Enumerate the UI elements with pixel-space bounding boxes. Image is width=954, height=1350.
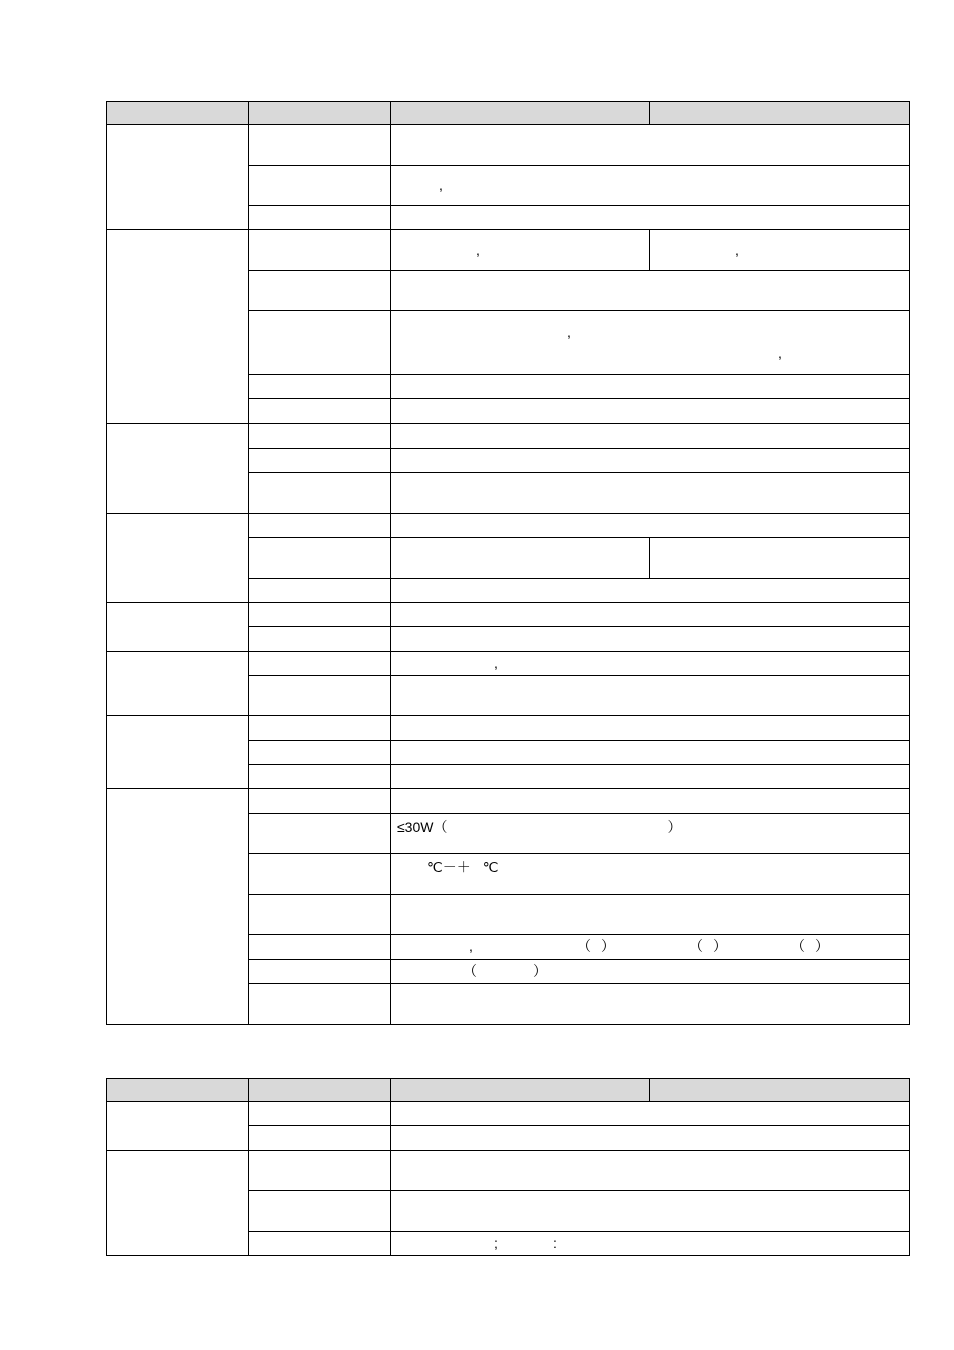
- value-cell: [391, 627, 910, 652]
- table-row: [107, 424, 910, 449]
- label-cell: [249, 449, 391, 473]
- category-cell: [107, 1102, 249, 1151]
- value-text: ）: [815, 938, 829, 954]
- header-cell: [391, 1079, 650, 1102]
- label-cell: [249, 960, 391, 984]
- label-cell: [249, 1102, 391, 1126]
- value-text: （: [689, 938, 703, 954]
- value-cell: [391, 741, 910, 765]
- label-cell: [249, 854, 391, 895]
- value-cell: [391, 473, 910, 514]
- category-cell: [107, 230, 249, 424]
- value-text: ,: [439, 177, 443, 193]
- value-cell: [391, 1191, 910, 1232]
- value-cell: [391, 1102, 910, 1126]
- value-cell: [391, 652, 910, 676]
- value-cell: [650, 230, 910, 271]
- category-cell: [107, 652, 249, 716]
- value-cell: [391, 854, 910, 895]
- label-cell: [249, 789, 391, 814]
- table-row: [107, 716, 910, 741]
- value-cell: [391, 1151, 910, 1191]
- value-text: ）: [533, 963, 547, 979]
- value-cell: [391, 960, 910, 984]
- value-cell: [391, 514, 910, 538]
- category-cell: [107, 125, 249, 230]
- value-cell: [391, 716, 910, 741]
- value-cell: [391, 206, 910, 230]
- value-text: ,: [567, 323, 571, 340]
- label-cell: [249, 627, 391, 652]
- label-cell: [249, 271, 391, 311]
- label-cell: [249, 579, 391, 603]
- table-row: [107, 514, 910, 538]
- table-row: [107, 603, 910, 627]
- power-value: ≤30W（: [397, 819, 448, 835]
- label-cell: [249, 603, 391, 627]
- value-text: ）: [713, 938, 727, 954]
- header-cell: [650, 102, 910, 125]
- header-cell: [249, 102, 391, 125]
- label-cell: [249, 765, 391, 789]
- spec-table-1: [106, 101, 910, 1025]
- category-cell: [107, 514, 249, 603]
- value-cell: [391, 311, 910, 375]
- header-cell: [249, 1079, 391, 1102]
- value-cell: [391, 166, 910, 206]
- label-cell: [249, 311, 391, 375]
- label-cell: [249, 1126, 391, 1151]
- value-cell: [391, 984, 910, 1025]
- value-cell: [391, 125, 910, 166]
- label-cell: [249, 125, 391, 166]
- table-row: [107, 230, 910, 271]
- label-cell: [249, 741, 391, 765]
- label-cell: [249, 676, 391, 716]
- value-cell: [391, 230, 650, 271]
- label-cell: [249, 375, 391, 399]
- table-row: [107, 1102, 910, 1126]
- value-cell: [391, 1126, 910, 1151]
- value-text: ,: [494, 655, 498, 671]
- header-cell: [107, 102, 249, 125]
- value-text: ,: [469, 938, 473, 954]
- header-cell: [650, 1079, 910, 1102]
- header-cell: [107, 1079, 249, 1102]
- value-cell: [391, 399, 910, 424]
- label-cell: [249, 984, 391, 1025]
- label-cell: [249, 399, 391, 424]
- label-cell: [249, 935, 391, 960]
- label-cell: [249, 1151, 391, 1191]
- value-cell: [391, 935, 910, 960]
- value-cell: [391, 271, 910, 311]
- table-header-row: [107, 102, 910, 125]
- value-cell: [391, 1232, 910, 1256]
- label-cell: [249, 814, 391, 854]
- value-text: :: [553, 1235, 557, 1251]
- value-cell: [391, 449, 910, 473]
- value-cell: [391, 579, 910, 603]
- header-cell: [391, 102, 650, 125]
- category-cell: [107, 603, 249, 652]
- value-cell: [391, 765, 910, 789]
- value-cell: [391, 895, 910, 935]
- table-header-row: [107, 1079, 910, 1102]
- value-text: （: [577, 938, 591, 954]
- value-cell: [391, 603, 910, 627]
- value-cell: [650, 538, 910, 579]
- value-cell: [391, 814, 910, 854]
- table-row: [107, 1151, 910, 1191]
- category-cell: [107, 716, 249, 789]
- label-cell: [249, 538, 391, 579]
- label-cell: [249, 166, 391, 206]
- label-cell: [249, 716, 391, 741]
- value-text: （: [791, 938, 805, 954]
- label-cell: [249, 514, 391, 538]
- value-text: ）: [601, 938, 615, 954]
- table-row: [107, 125, 910, 166]
- label-cell: [249, 206, 391, 230]
- label-cell: [249, 230, 391, 271]
- category-cell: [107, 1151, 249, 1256]
- label-cell: [249, 652, 391, 676]
- table-row: [107, 652, 910, 676]
- label-cell: [249, 1232, 391, 1256]
- value-text: ,: [476, 241, 480, 258]
- value-text: ,: [735, 241, 739, 258]
- value-cell: [391, 789, 910, 814]
- label-cell: [249, 424, 391, 449]
- value-text: （: [463, 963, 477, 979]
- value-cell: [391, 676, 910, 716]
- table-row: [107, 789, 910, 814]
- value-cell: [391, 424, 910, 449]
- spec-table-2: [106, 1078, 910, 1256]
- label-cell: [249, 473, 391, 514]
- temperature-range: ℃－＋: [427, 859, 471, 875]
- label-cell: [249, 895, 391, 935]
- value-text: ℃: [482, 859, 499, 875]
- value-cell: [391, 375, 910, 399]
- category-cell: [107, 424, 249, 514]
- value-text: ）: [667, 819, 682, 835]
- label-cell: [249, 1191, 391, 1232]
- category-cell: [107, 789, 249, 1025]
- value-text: ,: [778, 344, 782, 361]
- value-text: ;: [494, 1235, 498, 1251]
- value-cell: [391, 538, 650, 579]
